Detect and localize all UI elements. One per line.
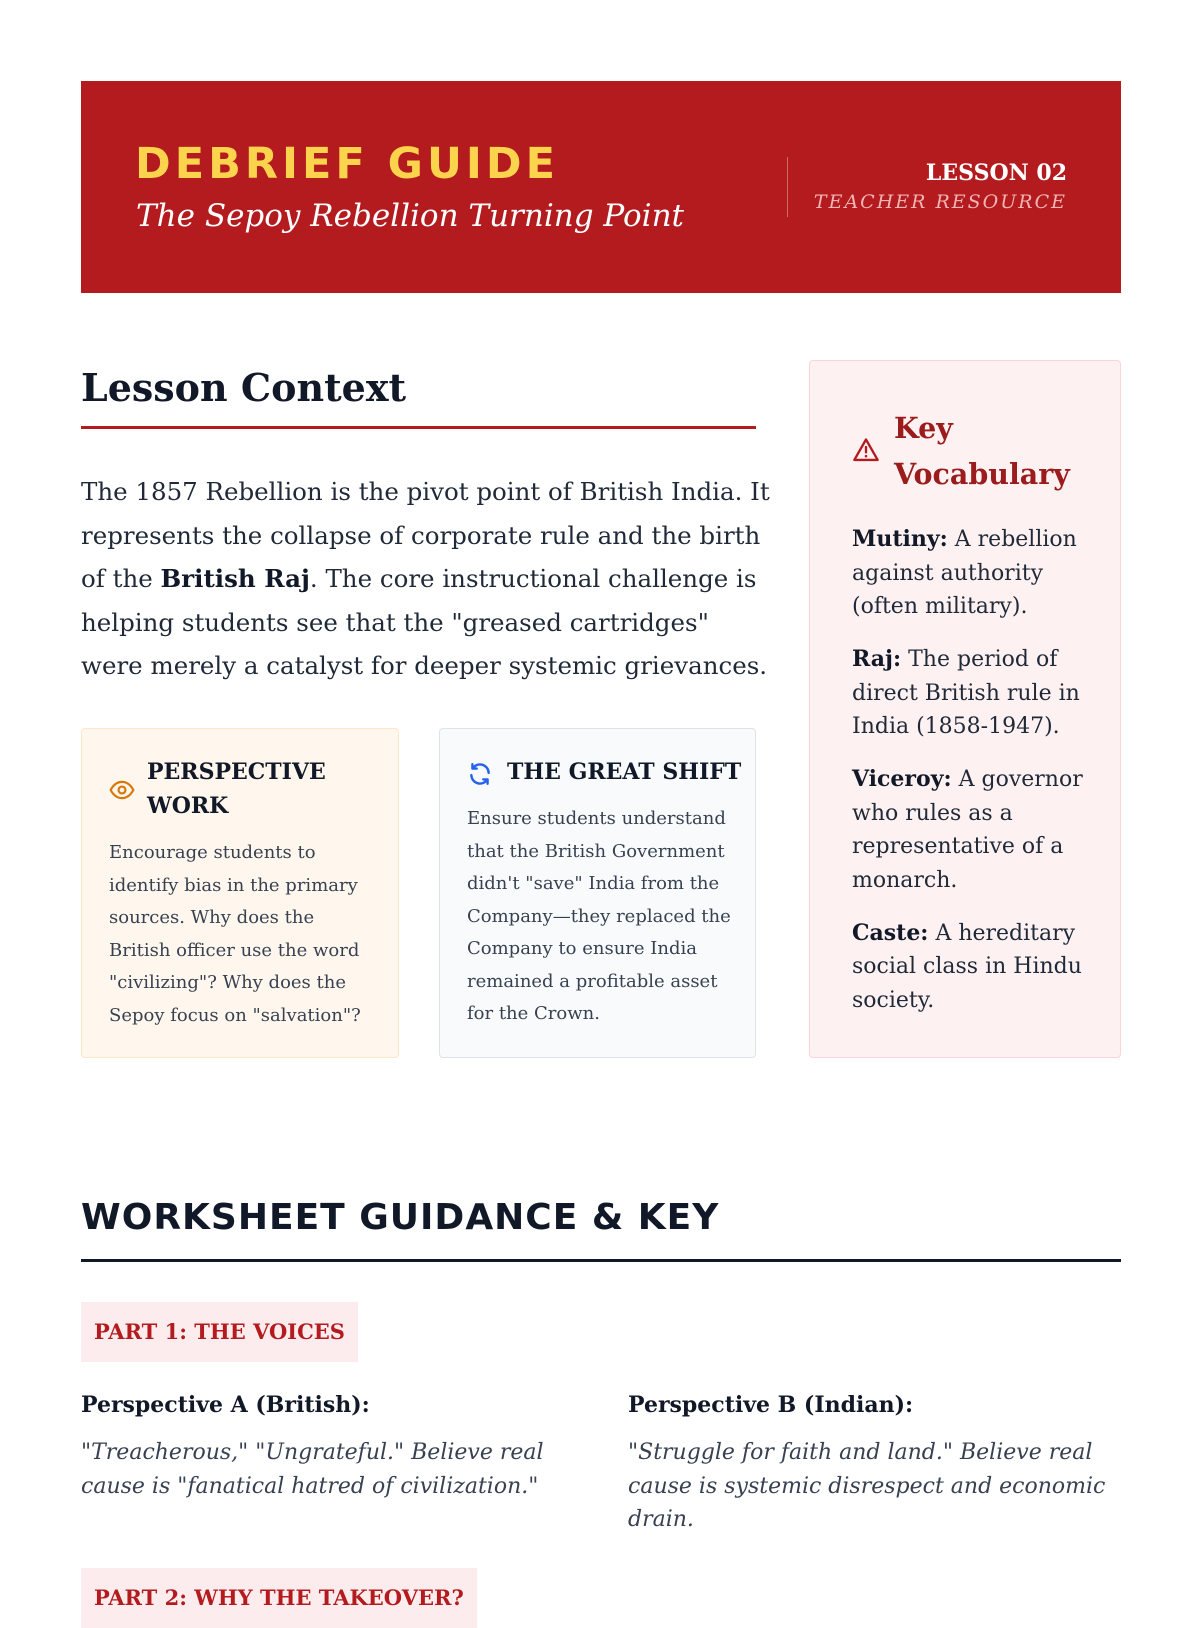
perspective-b-title: Perspective B (Indian): — [628, 1392, 914, 1418]
vocabulary-list — [852, 523, 1092, 1037]
perspective-work-title: PERSPECTIVE WORK — [147, 759, 326, 819]
vocab-term: Raj: — [852, 646, 902, 672]
key-vocabulary-panel — [809, 360, 1121, 1058]
great-shift-card — [439, 728, 756, 1058]
banner-divider — [787, 157, 788, 217]
vocab-definition: A rebellion against authority (often military). — [852, 527, 1077, 619]
context-emphasis: British Raj — [160, 564, 310, 593]
vocab-item-mutiny — [852, 523, 1092, 624]
vocab-definition: The period of direct British rule in India (1858-1947). — [852, 647, 1080, 739]
vocab-item-raj — [852, 643, 1092, 744]
lesson-context-heading: Lesson Context — [81, 365, 407, 410]
great-shift-body: Ensure students understand that the British Government didn't "save" India from the Company—they replaced the Company to ensure India remained a profitable asset for the Crown. — [467, 808, 731, 1024]
guide-title: DEBRIEF GUIDE — [135, 139, 559, 189]
perspective-work-body: Encourage students to identify bias in the primary sources. Why does the British officer use the word "civilizing"? Why does the Sepoy focus on "salvation"? — [109, 842, 361, 1026]
eye-icon — [109, 777, 135, 803]
vocab-term: Viceroy: — [852, 766, 952, 792]
vocab-term: Mutiny: — [852, 526, 948, 552]
worksheet-guidance-heading: WORKSHEET GUIDANCE & KEY — [81, 1197, 720, 1238]
lesson-context-paragraph — [81, 470, 771, 688]
resource-label: TEACHER RESOURCE — [813, 191, 1067, 213]
guide-subtitle: The Sepoy Rebellion Turning Point — [136, 198, 685, 234]
refresh-icon — [467, 761, 493, 787]
lesson-context-rule — [81, 426, 756, 429]
part-1-label: PART 1: THE VOICES — [81, 1302, 358, 1362]
perspective-b-quote: "Struggle for faith and land." Believe real cause is systemic disrespect and economic drain. — [628, 1440, 1106, 1532]
vocab-definition: A hereditary social class in Hindu society. — [852, 920, 1082, 1013]
part-2-label: PART 2: WHY THE TAKEOVER? — [81, 1568, 477, 1628]
context-text-end: . The core instructional challenge is helping students see that the "greased cartridges" were merely a catalyst for deeper systemic grievances. — [81, 564, 768, 680]
perspective-a-quote: "Treacherous," "Ungrateful." Believe real cause is "fanatical hatred of civilization." — [81, 1440, 544, 1499]
lesson-number: LESSON 02 — [925, 160, 1067, 186]
vocab-item-caste — [852, 917, 1092, 1018]
worksheet-guidance-rule — [81, 1259, 1121, 1262]
header-banner — [81, 81, 1121, 293]
vocab-term: Caste: — [852, 919, 929, 946]
context-text-start: The 1857 Rebellion is the pivot point of British India. It represents the collapse of corporate rule and the birth of the — [81, 477, 770, 593]
perspective-work-card — [81, 728, 399, 1058]
vocab-item-viceroy — [852, 763, 1092, 897]
key-vocabulary-title: Key Vocabulary — [894, 411, 1070, 491]
great-shift-title: THE GREAT SHIFT — [507, 759, 742, 785]
vocab-definition: A governor who rules as a representative of a monarch. — [852, 767, 1083, 893]
perspective-a-title: Perspective A (British): — [81, 1392, 370, 1418]
warning-icon — [852, 436, 880, 464]
